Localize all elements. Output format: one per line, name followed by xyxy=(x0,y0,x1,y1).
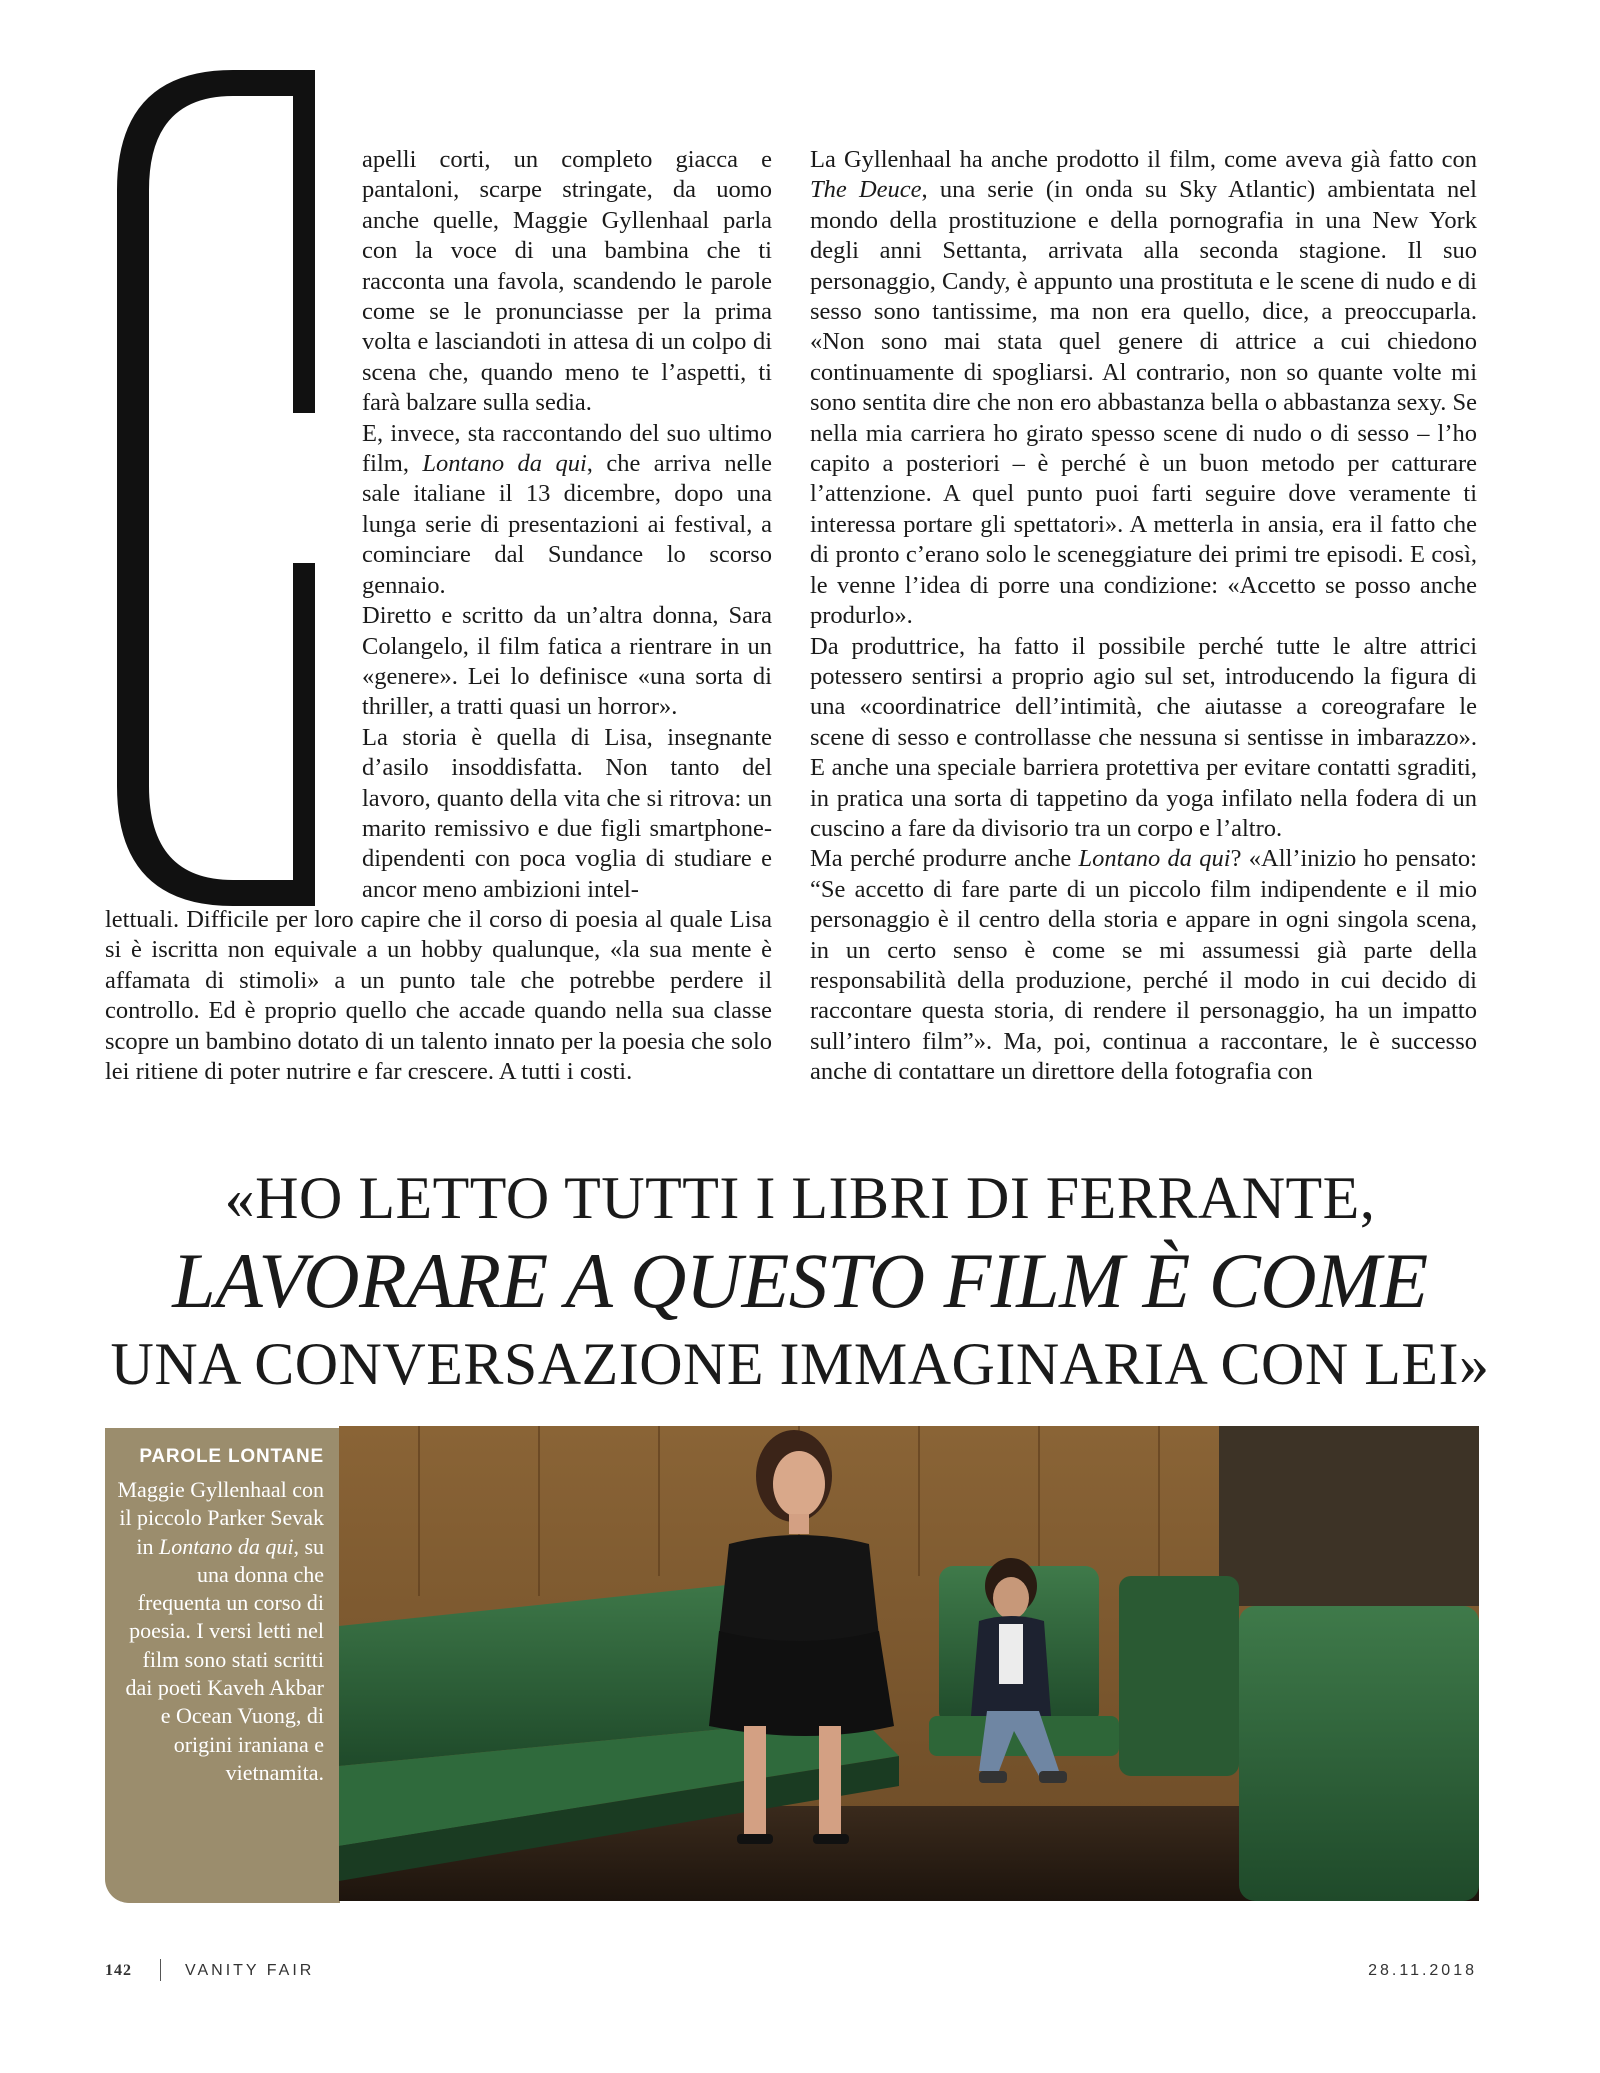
paragraph-2 xyxy=(362,419,772,601)
article-column-1-top xyxy=(362,145,772,905)
caption-film-title: Lontano da qui xyxy=(158,1533,294,1559)
dropcap-letter-c xyxy=(105,58,345,918)
paragraph-7 xyxy=(810,844,1477,1087)
film-title-2: Lontano da qui xyxy=(1078,845,1231,873)
paragraph-3: Diretto e scritto da un’altra donna, Sara Colangelo, il film fatica a rientrare in un «genere». Lei lo definisce «una sorta di thriller, a tratti quasi un horror». xyxy=(362,602,772,721)
paragraph-2-text-a: E, invece, sta raccontando del suo ultimo film, xyxy=(362,419,772,478)
pull-quote-line-3: UNA CONVERSAZIONE IMMAGINARIA CON LEI» xyxy=(110,1331,1490,1397)
paragraph-5-text-b: , una serie (in onda su Sky Atlantic) ambientata nel mondo della prostituzione e della pornografia in una New York degli anni Settanta, arrivata alla seconda stagione. Il suo personaggio, Candy, è appunto una prostituta e le scene di nudo e di sesso sono tantissime, ma non era quello, dice, a preoccuparla. «Non sono mai stata quel genere di attrice a cui chiedono continuamente di spogliarsi. Al contrario, non so quante volte mi sono sentita dire che non ero abbastanza bella o abbastanza sexy. Se nella mia carriera ho girato spesso scene di nudo o di sesso – l’ho capito a posteriori – è perché è un buon metodo per catturare l’attenzione. A quel punto puoi farti seguire dove veramente ti interessa portare gli spettatori». A metterla in ansia, era il fatto che di pronto c’erano solo le sceneggiature dei primi tre episodi. E così, le venne l’idea di porre una condizione: «Accetto se posso anche produrlo». xyxy=(810,176,1477,630)
pull-quote-line-1: «HO LETTO TUTTI I LIBRI DI FERRANTE, xyxy=(224,1165,1376,1231)
page-number: 142 xyxy=(105,1962,132,1979)
photo-caption xyxy=(105,1428,340,1903)
page-footer xyxy=(105,1962,1477,1992)
film-title: Lontano da qui xyxy=(422,450,587,478)
paragraph-4: La storia è quella di Lisa, insegnante d’asilo insoddisfatta. Non tanto del lavoro, quanto della vita che si ritrova: un marito remissivo e due figli smartphone-dipendenti con poca voglia di studiare e ancor meno ambizioni intel- xyxy=(362,723,772,903)
paragraph-1: apelli corti, un completo giacca e pantaloni, scarpe stringate, da uomo anche quelle, Maggie Gyllenhaal parla con la voce di una bambina che ti racconta una favola, scandendo le parole come se le pronunciasse per la prima volta e lasciandoti in attesa di un colpo di scena che, quando meno te l’aspetti, ti farà balzare sulla sedia. xyxy=(362,146,772,417)
article-column-2 xyxy=(810,145,1477,1088)
magazine-name: VANITY FAIR xyxy=(185,1962,315,1979)
caption-title: PAROLE LONTANE xyxy=(139,1446,324,1467)
pull-quote-line-2: LAVORARE A QUESTO FILM È COME xyxy=(172,1237,1428,1324)
series-title: The Deuce xyxy=(810,176,922,204)
caption-text-b: , su una donna che frequenta un corso di poesia. I versi letti nel film sono stati scritti dai poeti Kaveh Akbar e Ocean Vuong, di origini iraniana e vietnamita. xyxy=(125,1533,324,1785)
film-still-photo xyxy=(339,1426,1479,1901)
footer-divider xyxy=(160,1959,161,1981)
pull-quote xyxy=(60,1165,1540,1397)
paragraph-2-text-b: , che arriva nelle sale italiane il 13 dicembre, dopo una lunga serie di presentazioni ai festival, a cominciare dal Sundance lo scorso gennaio. xyxy=(362,450,772,599)
caption-text-a: Maggie Gyllenhaal con il piccolo Parker Sevak in xyxy=(117,1477,324,1559)
paragraph-5 xyxy=(810,145,1477,632)
paragraph-5-text-a: La Gyllenhaal ha anche prodotto il film, come aveva già fatto con xyxy=(810,146,1477,173)
article-column-1-bottom: lettuali. Difficile per loro capire che il corso di poesia al quale Lisa si è iscritta non equivale a un hobby qualunque, «la sua mente è affamata di stimoli» a un punto tale che potrebbe perdere il controllo. Ed è proprio quello che accade quando nella sua classe scopre un bambino dotato di un talento innato per la poesia che solo lei ritiene di poter nutrire e far crescere. A tutti i costi. xyxy=(105,906,772,1086)
paragraph-7-text-b: ? «All’inizio ho pensato: “Se accetto di fare parte di un piccolo film indipendente e il mio personaggio è il centro della storia e appare in ogni singola scena, in un certo senso è come se mi assumessi già parte della responsabilità della produzione, perché il modo in cui decido di raccontare questa storia, di rendere il personaggio, ha un impatto sull’intero film”». Ma, poi, continua a raccontare, le è successo anche di contattare un direttore della fotografia con xyxy=(810,845,1477,1086)
paragraph-6: Da produttrice, ha fatto il possibile perché tutte le altre attrici potessero sentirsi a proprio agio sul set, introducendo la figura di una «coordinatrice dell’intimità, che aiutasse a coreografare le scene di sesso e controllasse che nessuna si sentisse in imbarazzo». E anche una speciale barriera protettiva per evitare contatti sgraditi, in pratica una sorta di tappetino da yoga infilato nella fodera di un cuscino a fare da divisorio tra un corpo e l’altro. xyxy=(810,632,1477,842)
paragraph-7-text-a: Ma perché produrre anche xyxy=(810,845,1079,873)
issue-date: 28.11.2018 xyxy=(1368,1962,1477,1979)
caption-text xyxy=(113,1476,324,1787)
